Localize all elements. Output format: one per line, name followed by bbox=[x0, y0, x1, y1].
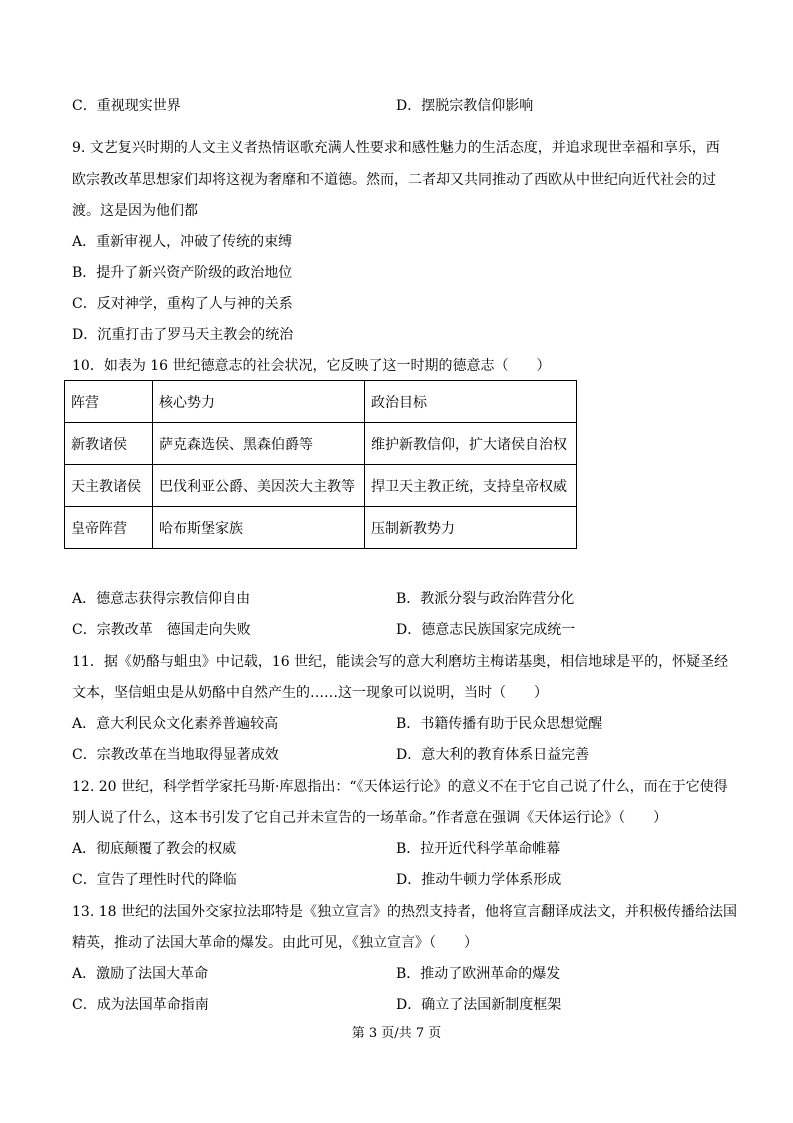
table-cell: 新教诸侯 bbox=[65, 423, 153, 465]
q8-option-c: C．重视现实世界 bbox=[72, 98, 181, 114]
table-cell: 压制新教势力 bbox=[365, 507, 577, 549]
q13-option-a: A．激励了法国大革命 bbox=[72, 966, 209, 982]
table-cell: 萨克森选侯、黑森伯爵等 bbox=[153, 423, 365, 465]
q10-option-d: D．德意志民族国家完成统一 bbox=[396, 622, 576, 638]
q13-stem-line-1: 13. 18 世纪的法国外交家拉法耶特是《独立宣言》的热烈支持者，他将宣言翻译成法文，并积极传播给法国 bbox=[72, 904, 737, 920]
q11-option-b: B．书籍传播有助于民众思想觉醒 bbox=[396, 716, 603, 732]
q9-stem-line-1: 9. 文艺复兴时期的人文主义者热情讴歌充满人性要求和感性魅力的生活态度，并追求现世幸福和享乐，西 bbox=[72, 140, 720, 156]
q10-table bbox=[64, 380, 577, 549]
q12-option-a: A．彻底颠覆了教会的权威 bbox=[72, 841, 237, 857]
q13-option-b: B．推动了欧洲革命的爆发 bbox=[396, 966, 561, 982]
table-header-cell: 政治目标 bbox=[365, 381, 577, 423]
q10-stem: 10．如表为 16 世纪德意志的社会状况，它反映了这一时期的德意志（ ） bbox=[72, 358, 551, 374]
q11-option-c: C．宗教改革在当地取得显著成效 bbox=[72, 747, 279, 763]
table-row bbox=[65, 507, 577, 549]
table-cell: 哈布斯堡家族 bbox=[153, 507, 365, 549]
q10-option-c: C．宗教改革 德国走向失败 bbox=[72, 622, 251, 638]
q9-option-a: A．重新审视人，冲破了传统的束缚 bbox=[72, 234, 293, 250]
table-cell: 捍卫天主教正统，支持皇帝权威 bbox=[365, 465, 577, 507]
q10-option-a: A．德意志获得宗教信仰自由 bbox=[72, 591, 251, 607]
q11-option-d: D．意大利的教育体系日益完善 bbox=[396, 747, 590, 763]
q10-option-b: B．教派分裂与政治阵营分化 bbox=[396, 591, 575, 607]
q12-stem-line-1: 12. 20 世纪，科学哲学家托马斯·库恩指出：“《天体运行论》的意义不在于它自己说了什么，而在于它使得 bbox=[72, 779, 728, 795]
table-cell: 皇帝阵营 bbox=[65, 507, 153, 549]
q11-option-a: A．意大利民众文化素养普遍较高 bbox=[72, 716, 279, 732]
q13-option-c: C．成为法国革命指南 bbox=[72, 997, 209, 1013]
q8-option-d: D．摆脱宗教信仰影响 bbox=[396, 98, 534, 114]
q9-option-d: D．沉重打击了罗马天主教会的统治 bbox=[72, 327, 294, 343]
q13-stem-line-2: 精英，推动了法国大革命的爆发。由此可见，《独立宣言》（ ） bbox=[72, 935, 478, 951]
page-number: 第 3 页/共 7 页 bbox=[351, 1026, 442, 1041]
q12-stem-line-2: 别人说了什么，这本书引发了它自己并未宣告的一场革命。”作者意在强调《天体运行论》（ ） bbox=[72, 810, 668, 826]
table-header-cell: 阵营 bbox=[65, 381, 153, 423]
q13-option-d: D．确立了法国新制度框架 bbox=[396, 997, 562, 1013]
q11-stem-line-1: 11．据《奶酪与蛆虫》中记载，16 世纪，能读会写的意大利磨坊主梅诺基奥，相信地球是平的，怀疑圣经 bbox=[72, 654, 729, 670]
table-cell: 天主教诸侯 bbox=[65, 465, 153, 507]
q12-option-c: C．宣告了理性时代的降临 bbox=[72, 872, 237, 888]
q9-stem-line-3: 渡。这是因为他们都 bbox=[72, 203, 198, 219]
q12-option-d: D．推动牛顿力学体系形成 bbox=[396, 872, 562, 888]
table-row bbox=[65, 465, 577, 507]
table-cell: 巴伐利亚公爵、美因茨大主教等 bbox=[153, 465, 365, 507]
q11-stem-line-2: 文本，坚信蛆虫是从奶酪中自然产生的……这一现象可以说明，当时（ ） bbox=[72, 685, 548, 701]
q9-option-b: B．提升了新兴资产阶级的政治地位 bbox=[72, 265, 293, 281]
q12-option-b: B．拉开近代科学革命帷幕 bbox=[396, 841, 561, 857]
table-cell: 维护新教信仰，扩大诸侯自治权 bbox=[365, 423, 577, 465]
table-row bbox=[65, 423, 577, 465]
q9-stem-line-2: 欧宗教改革思想家们却将这视为奢靡和不道德。然而，二者却又共同推动了西欧从中世纪向近代社会的过 bbox=[72, 172, 716, 188]
table-header-row bbox=[65, 381, 577, 423]
table-header-cell: 核心势力 bbox=[153, 381, 365, 423]
q9-option-c: C．反对神学，重构了人与神的关系 bbox=[72, 296, 293, 312]
